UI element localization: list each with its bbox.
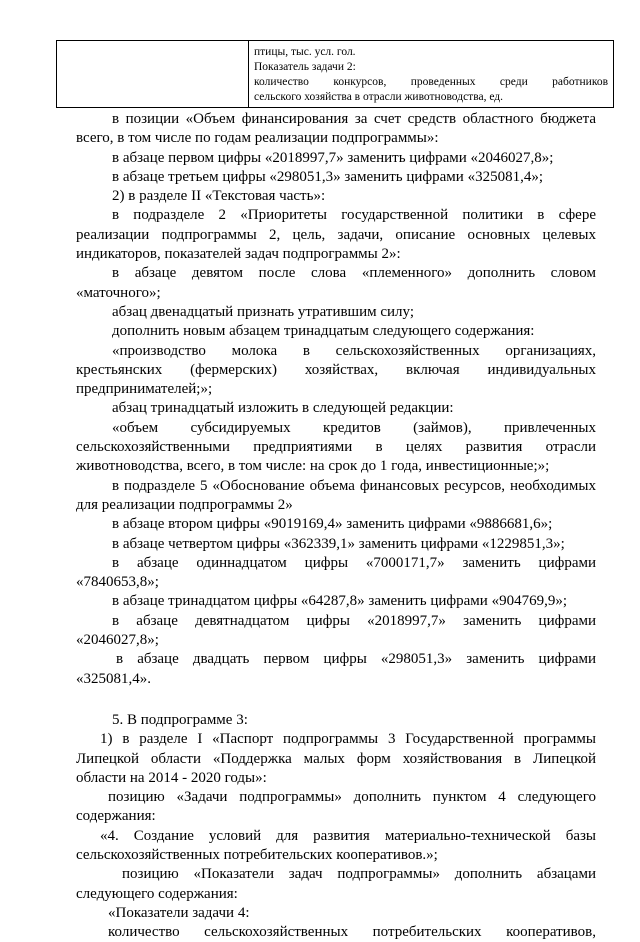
table-line: птицы, тыс. усл. гол. (254, 46, 356, 58)
text-line: следующего содержания: (76, 885, 238, 902)
text-line: «производство молока в сельскохозяйственных организациях, (112, 342, 596, 359)
text-line: позицию «Задачи подпрограммы» дополнить пунктом 4 следующего (108, 789, 596, 806)
text-line: содержания: (76, 808, 156, 825)
text-line: реализации подпрограммы 2, цель, задачи, описание основных целевых (76, 226, 596, 243)
text-line: дополнить новым абзацем тринадцатым следующего содержания: (112, 323, 535, 340)
table-line: сельского хозяйства в отрасли животноводства, ед. (254, 91, 504, 103)
text-line: «2046027,8»; (76, 632, 159, 649)
text-line: «Показатели задачи 4: (108, 904, 250, 921)
text-line: сельскохозяйственных потребительских кооперативов.»; (76, 846, 438, 863)
text-line: в абзаце тринадцатом цифры «64287,8» заменить цифрами «904769,9»; (112, 593, 567, 610)
text-line: сельскохозяйственными предприятиями в целях развития отрасли (76, 439, 596, 456)
text-line: в подразделе 2 «Приоритеты государственной политики в сфере (112, 207, 596, 224)
text-line: «маточного»; (76, 284, 161, 301)
text-line: в абзаце третьем цифры «298051,3» заменить цифрами «325081,4»; (112, 168, 543, 185)
table-cell-empty (57, 41, 249, 107)
text-line: в абзаце двадцать первом цифры «298051,3» заменить цифрами (116, 651, 596, 668)
text-line: в абзаце первом цифры «2018997,7» заменить цифрами «2046027,8»; (112, 149, 554, 166)
text-line: количество сельскохозяйственных потребительских кооперативов, (108, 924, 596, 941)
text-line: в позиции «Объем финансирования за счет средств областного бюджета (112, 111, 596, 127)
text-line: 1) в разделе I «Паспорт подпрограммы 3 Государственной программы (100, 731, 596, 748)
table-cell-indicators (254, 45, 608, 105)
text-line: животноводства, всего, в том числе: на срок до 1 года, инвестиционные;»; (76, 458, 550, 475)
text-line: в абзаце девятнадцатом цифры «2018997,7» заменить цифрами (112, 612, 596, 629)
text-line: в абзаце одиннадцатом цифры «7000171,7» заменить цифрами (112, 554, 596, 571)
text-line: 2) в разделе II «Текстовая часть»: (112, 188, 326, 205)
text-line: «7840653,8»; (76, 574, 159, 591)
text-line: предпринимателей;»; (76, 381, 213, 398)
text-line: для реализации подпрограммы 2» (76, 496, 293, 513)
text-line: в абзаце четвертом цифры «362339,1» заменить цифрами «1229851,3»; (112, 535, 565, 552)
text-line: Липецкой области «Поддержка малых форм хозяйствования в Липецкой (76, 750, 596, 767)
text-line: крестьянских (фермерских) хозяйствах, включая индивидуальных (76, 361, 596, 378)
text-line: индикаторов, показателей задач подпрограммы 2»: (76, 246, 401, 263)
text-line: в абзаце девятом после слова «племенного» дополнить словом (112, 265, 596, 282)
text-line: в подразделе 5 «Обоснование объема финансовых ресурсов, необходимых (112, 477, 596, 494)
section-heading: 5. В подпрограмме 3: (112, 711, 248, 728)
text-line: в абзаце втором цифры «9019169,4» заменить цифрами «9886681,6»; (112, 516, 553, 533)
text-line: «объем субсидируемых кредитов (займов), привлеченных (112, 419, 596, 436)
text-line: «325081,4». (76, 670, 151, 687)
document-body (76, 110, 596, 942)
text-line: «4. Создание условий для развития материально-технической базы (100, 827, 596, 844)
text-line: абзац тринадцатый изложить в следующей редакции: (112, 400, 454, 417)
text-line: области на 2014 - 2020 годы»: (76, 769, 267, 786)
text-line: абзац двенадцатый признать утратившим силу; (112, 303, 415, 320)
table-line: Показатель задачи 2: (254, 61, 356, 73)
text-line: всего, в том числе по годам реализации подпрограммы»: (76, 130, 439, 147)
indicator-table (56, 40, 614, 108)
text-line: позицию «Показатели задач подпрограммы» дополнить абзацами (122, 866, 596, 883)
table-line: количество конкурсов, проведенных среди работников (254, 76, 608, 88)
